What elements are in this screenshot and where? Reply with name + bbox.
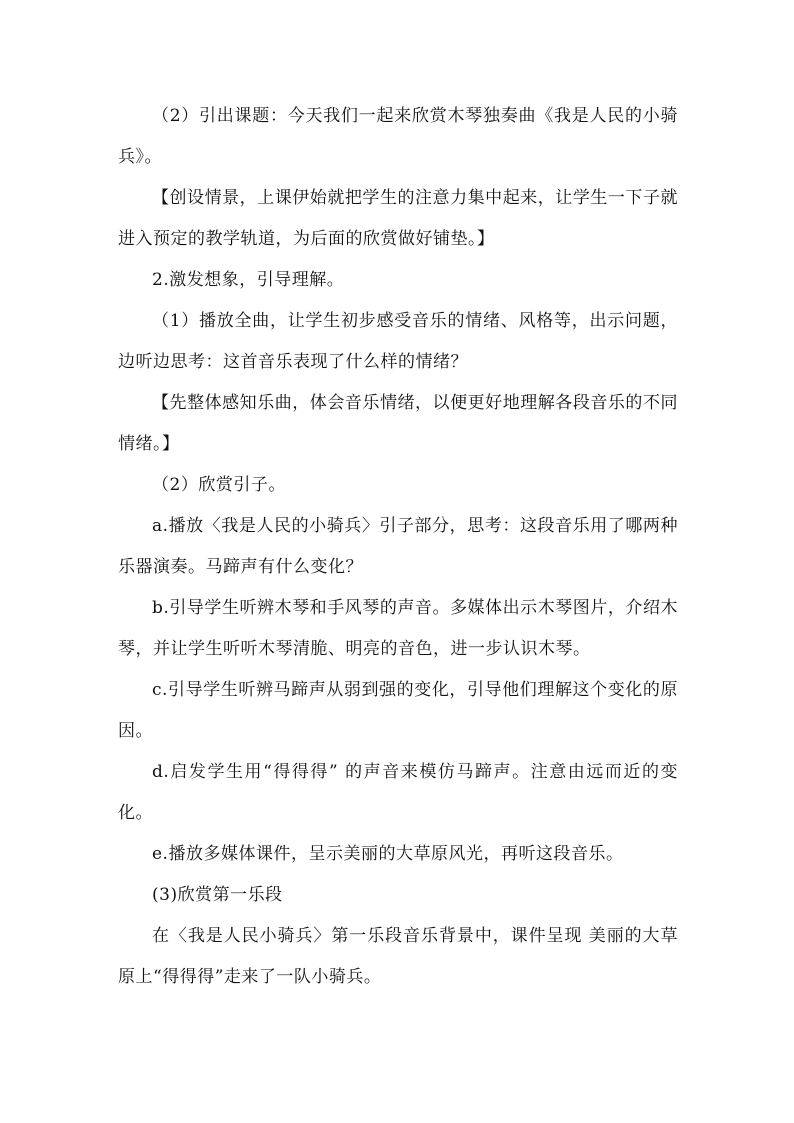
paragraph-section-1: (3)欣赏第一乐段 [152,885,283,905]
paragraph-intro-topic: （2）引出课题：今天我们一起来欣赏木琴独奏曲《我是人民的小骑兵》。 [118,106,678,167]
document-body [118,96,678,998]
paragraph-section-1-desc: 在〈我是人民小骑兵〉第一乐段音乐背景中，课件呈现 美丽的大草原上“得得得”走来了一队小骑兵。 [118,926,678,987]
paragraph-note-perceive: 【先整体感知乐曲，体会音乐情绪，以便更好地理解各段音乐的不同情绪。】 [118,393,678,454]
paragraph-play-full: （1）播放全曲，让学生初步感受音乐的情绪、风格等，出示问题，边听边思考：这首音乐表现了什么样的情绪？ [118,311,678,372]
paragraph-step-2: 2.激发想象，引导理解。 [152,270,345,290]
paragraph-item-b: b.引导学生听辨木琴和手风琴的声音。多媒体出示木琴图片，介绍木琴，并让学生听听木琴清脆、明亮的音色，进一步认识木琴。 [118,598,678,659]
paragraph-note-scenario: 【创设情景，上课伊始就把学生的注意力集中起来，让学生一下子就进入预定的教学轨道，为后面的欣赏做好铺垫。】 [118,188,678,249]
paragraph-item-d: d.启发学生用“得得得” 的声音来模仿马蹄声。注意由远而近的变化。 [118,762,678,823]
paragraph-intro-section: （2）欣赏引子。 [152,475,286,495]
paragraph-item-e: e.播放多媒体课件，呈示美丽的大草原风光，再听这段音乐。 [152,844,624,864]
paragraph-item-c: c.引导学生听辨马蹄声从弱到强的变化，引导他们理解这个变化的原因。 [118,680,678,741]
paragraph-item-a: a.播放〈我是人民的小骑兵〉引子部分，思考：这段音乐用了哪两种乐器演奏。马蹄声有什么变化？ [118,516,678,577]
